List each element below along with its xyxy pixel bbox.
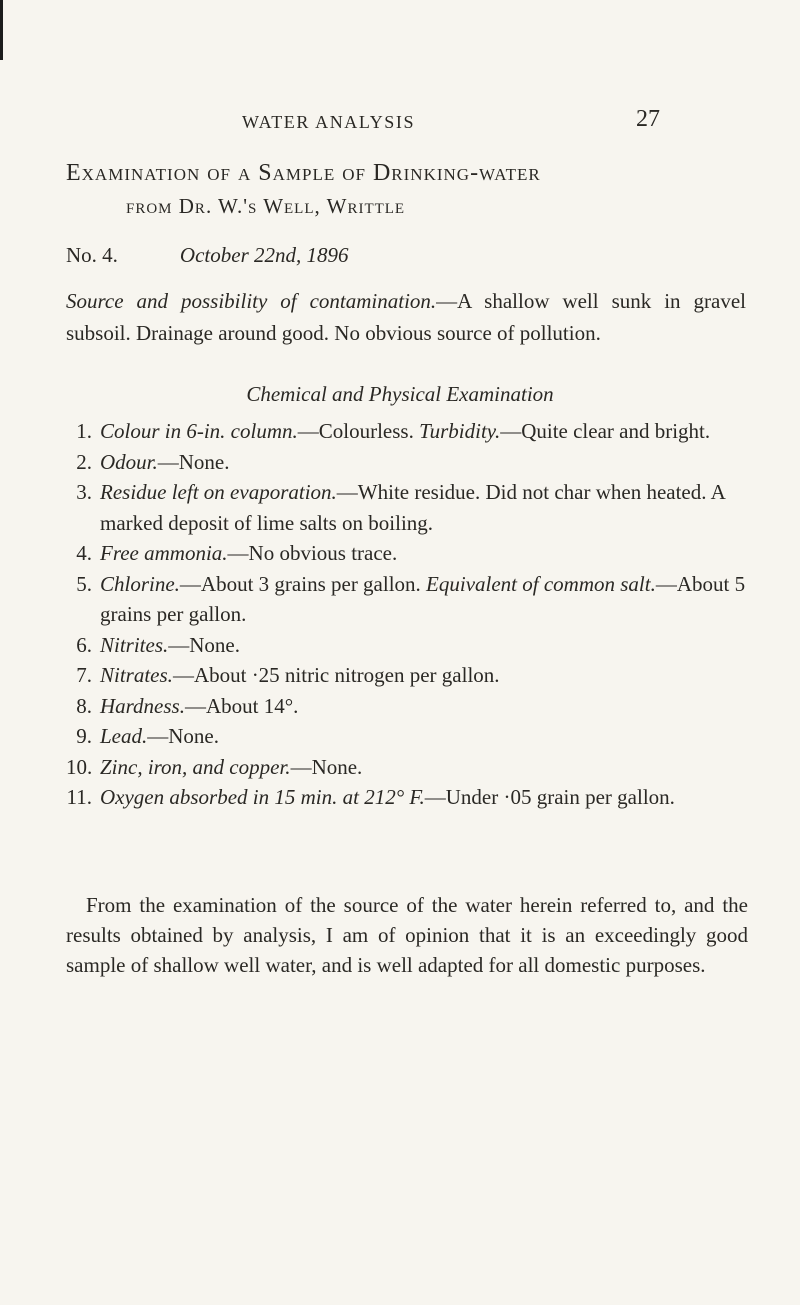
running-head-title: WATER ANALYSIS xyxy=(242,112,416,132)
list-item xyxy=(66,477,756,538)
item-label: Nitrates. xyxy=(100,663,173,687)
item-number: 1. xyxy=(76,419,92,443)
item-text-2: —Quite clear and bright. xyxy=(500,419,711,443)
item-text: —None. xyxy=(290,754,363,779)
list-item xyxy=(66,721,756,752)
item-label: Colour in 6-in. column. xyxy=(100,419,298,443)
list-item xyxy=(66,630,756,661)
list-item xyxy=(66,691,756,722)
item-text: —About 14°. xyxy=(184,693,299,718)
list-item xyxy=(66,538,756,569)
item-label-2: Equivalent of common salt. xyxy=(426,571,656,596)
examination-list xyxy=(66,416,756,813)
item-text: —About ·25 nitric nitrogen per gallon. xyxy=(172,663,500,687)
item-text: —About 3 grains per gallon. xyxy=(179,571,427,596)
item-label: Free ammonia. xyxy=(100,541,228,565)
page-edge-line xyxy=(0,0,3,60)
section-title-line-2: from Dr. W.'s Well, Writtle xyxy=(126,194,406,218)
item-label: Chlorine. xyxy=(100,571,180,596)
item-label: Nitrites. xyxy=(100,632,169,657)
source-lead: Source and possibility of contamination. xyxy=(66,289,437,313)
item-text: —None. xyxy=(157,449,230,474)
item-label: Zinc, iron, and copper. xyxy=(100,754,291,779)
item-text: —Colourless. xyxy=(297,419,420,443)
section-title-line-1: Examination of a Sample of Drinking-water xyxy=(66,160,541,186)
conclusion-paragraph xyxy=(66,890,748,980)
examination-subheading: Chemical and Physical Examination xyxy=(246,382,554,406)
item-text-2: —About 5 grains per gallon. xyxy=(100,571,746,626)
sample-meta xyxy=(66,243,349,268)
sample-number: No. 4. xyxy=(66,243,118,267)
item-text: —Under ·05 grain per gallon. xyxy=(424,785,675,809)
list-item xyxy=(66,416,756,447)
item-number: 2. xyxy=(76,449,92,474)
item-label: Hardness. xyxy=(100,693,185,718)
list-item xyxy=(66,660,756,691)
item-text: —White residue. Did not char when heated. A marked deposit of lime salts on boiling. xyxy=(100,480,725,535)
list-item xyxy=(66,569,756,630)
item-label: Lead. xyxy=(100,724,148,748)
list-item xyxy=(66,447,756,478)
source-paragraph xyxy=(66,285,746,349)
item-text: —None. xyxy=(168,632,241,657)
item-number: 11. xyxy=(66,785,92,809)
item-number: 7. xyxy=(76,663,92,687)
item-number: 4. xyxy=(76,541,92,565)
item-number: 5. xyxy=(76,571,92,596)
list-item xyxy=(66,782,756,813)
sample-date: October 22nd, 1896 xyxy=(179,243,349,267)
item-label-2: Turbidity. xyxy=(419,419,501,443)
item-number: 3. xyxy=(76,480,92,504)
item-label: Oxygen absorbed in 15 min. at 212° F. xyxy=(100,785,425,809)
page-number: 27 xyxy=(636,106,660,132)
item-text: —No obvious trace. xyxy=(227,541,398,565)
conclusion-text: From the examination of the source of the water herein referred to, and the results obtained by analysis, I am of opinion that it is an exceedingly good sample of shallow well water, and is well adapted for all domestic purposes. xyxy=(66,893,748,977)
running-head xyxy=(0,104,800,138)
item-number: 6. xyxy=(76,632,92,657)
item-number: 8. xyxy=(76,693,92,718)
item-label: Residue left on evaporation. xyxy=(100,480,337,504)
list-item xyxy=(66,752,756,783)
item-number: 10. xyxy=(66,754,93,779)
item-label: Odour. xyxy=(100,449,158,474)
source-text: —A shallow well sunk in gravel subsoil. Drainage around good. No obvious source of pollution. xyxy=(66,289,746,345)
item-number: 9. xyxy=(76,724,92,748)
item-text: —None. xyxy=(147,724,219,748)
